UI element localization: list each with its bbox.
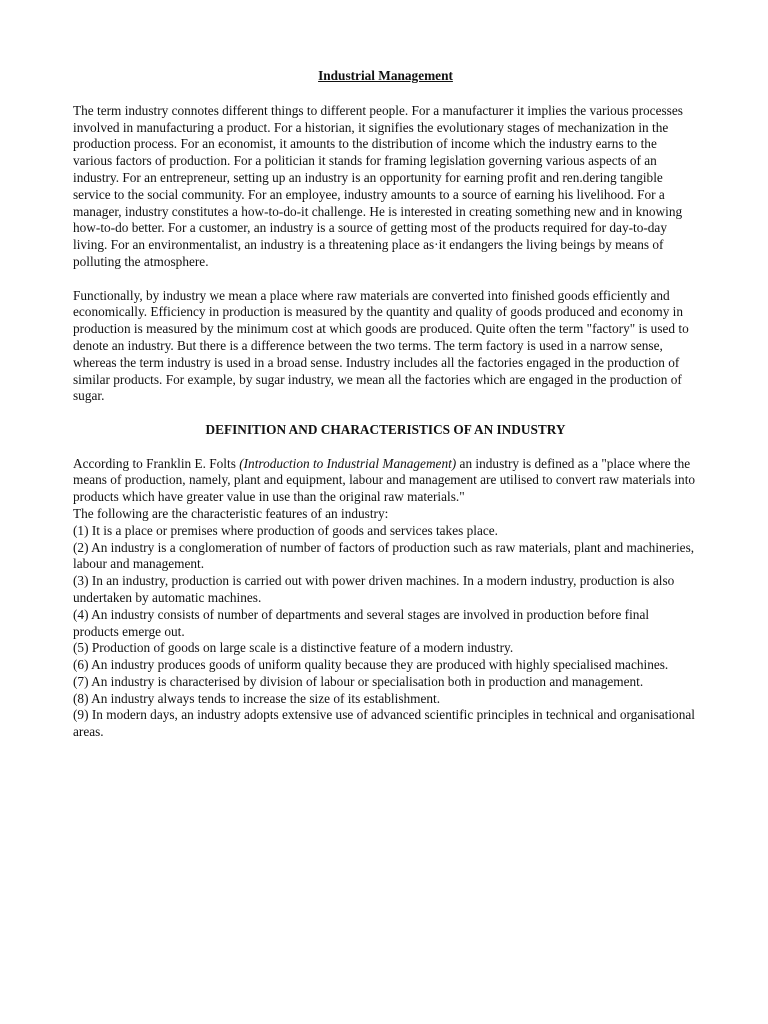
document-page <box>73 68 698 741</box>
intro-paragraph: The term industry connotes different things to different people. For a manufacturer it implies the various processes involved in manufacturing a product. For a historian, it signifies the evolutionary stages of mechanization in the production process. For an economist, it amounts to the distribution of income which the industry earns to the various factors of production. For a politician it stands for framing legislation governing various aspects of an industry. For an entrepreneur, setting up an industry is an opportunity for earning profit and ren.dering tangible service to the social community. For an employee, industry amounts to a source of earning his livelihood. For a manager, industry constitutes a how-to-do-it challenge. He is interested in creating something new and in knowing how-to-do better. For a customer, an industry is a source of getting most of the products required for day-to-day living. For an environmentalist, an industry is a threatening place as·it endangers the living beings by means of polluting the atmosphere. <box>73 102 683 269</box>
feature-item-8: (8) An industry always tends to increase the size of its establishment. <box>73 690 441 706</box>
book-title: (Introduction to Industrial Management) <box>239 455 457 471</box>
feature-item-2: (2) An industry is a conglomeration of number of factors of production such as raw materials, plant and machineries, labour and management. <box>73 539 695 572</box>
definition-rest: an industry is defined as a "place where the means of production, namely, plant and equipment, labour and management are utilised to convert raw materials into products which have greater value in use than the original raw materials." <box>73 455 696 505</box>
definition-lead: According to Franklin E. Folts <box>73 455 240 471</box>
section-heading: DEFINITION AND CHARACTERISTICS OF AN INDUSTRY <box>205 421 566 437</box>
feature-item-3: (3) In an industry, production is carried out with power driven machines. In a modern industry, production is also undertaken by automatic machines. <box>73 573 675 605</box>
functional-paragraph: Functionally, by industry we mean a place where raw materials are converted into finished goods efficiently and economically. Efficiency in production is measured by the quantity and quality of goods produced and economy in production is measured by the minimum cost at which goods are produced. Quite often the term "factory" is used to denote an industry. But there is a difference between the two terms. The term factory is used in a narrow sense, whereas the term industry is used in a broad sense. Industry includes all the factories engaged in the production of similar products. For example, by sugar industry, we mean all the factories which are engaged in the production of sugar. <box>73 287 689 404</box>
feature-item-1: (1) It is a place or premises where production of goods and services takes place. <box>73 522 498 538</box>
feature-item-7: (7) An industry is characterised by division of labour or specialisation both in production and management. <box>73 673 644 689</box>
feature-item-9: (9) In modern days, an industry adopts extensive use of advanced scientific principles in technical and organisational areas. <box>73 707 695 740</box>
document-title: Industrial Management <box>318 68 453 83</box>
feature-item-4: (4) An industry consists of number of departments and several stages are involved in production before final products emerge out. <box>73 606 650 639</box>
feature-item-5: (5) Production of goods on large scale is a distinctive feature of a modern industry. <box>73 640 514 656</box>
feature-item-6: (6) An industry produces goods of uniform quality because they are produced with highly specialised machines. <box>73 657 669 673</box>
features-intro: The following are the characteristic features of an industry: <box>73 505 389 521</box>
definition-paragraph <box>73 456 698 506</box>
